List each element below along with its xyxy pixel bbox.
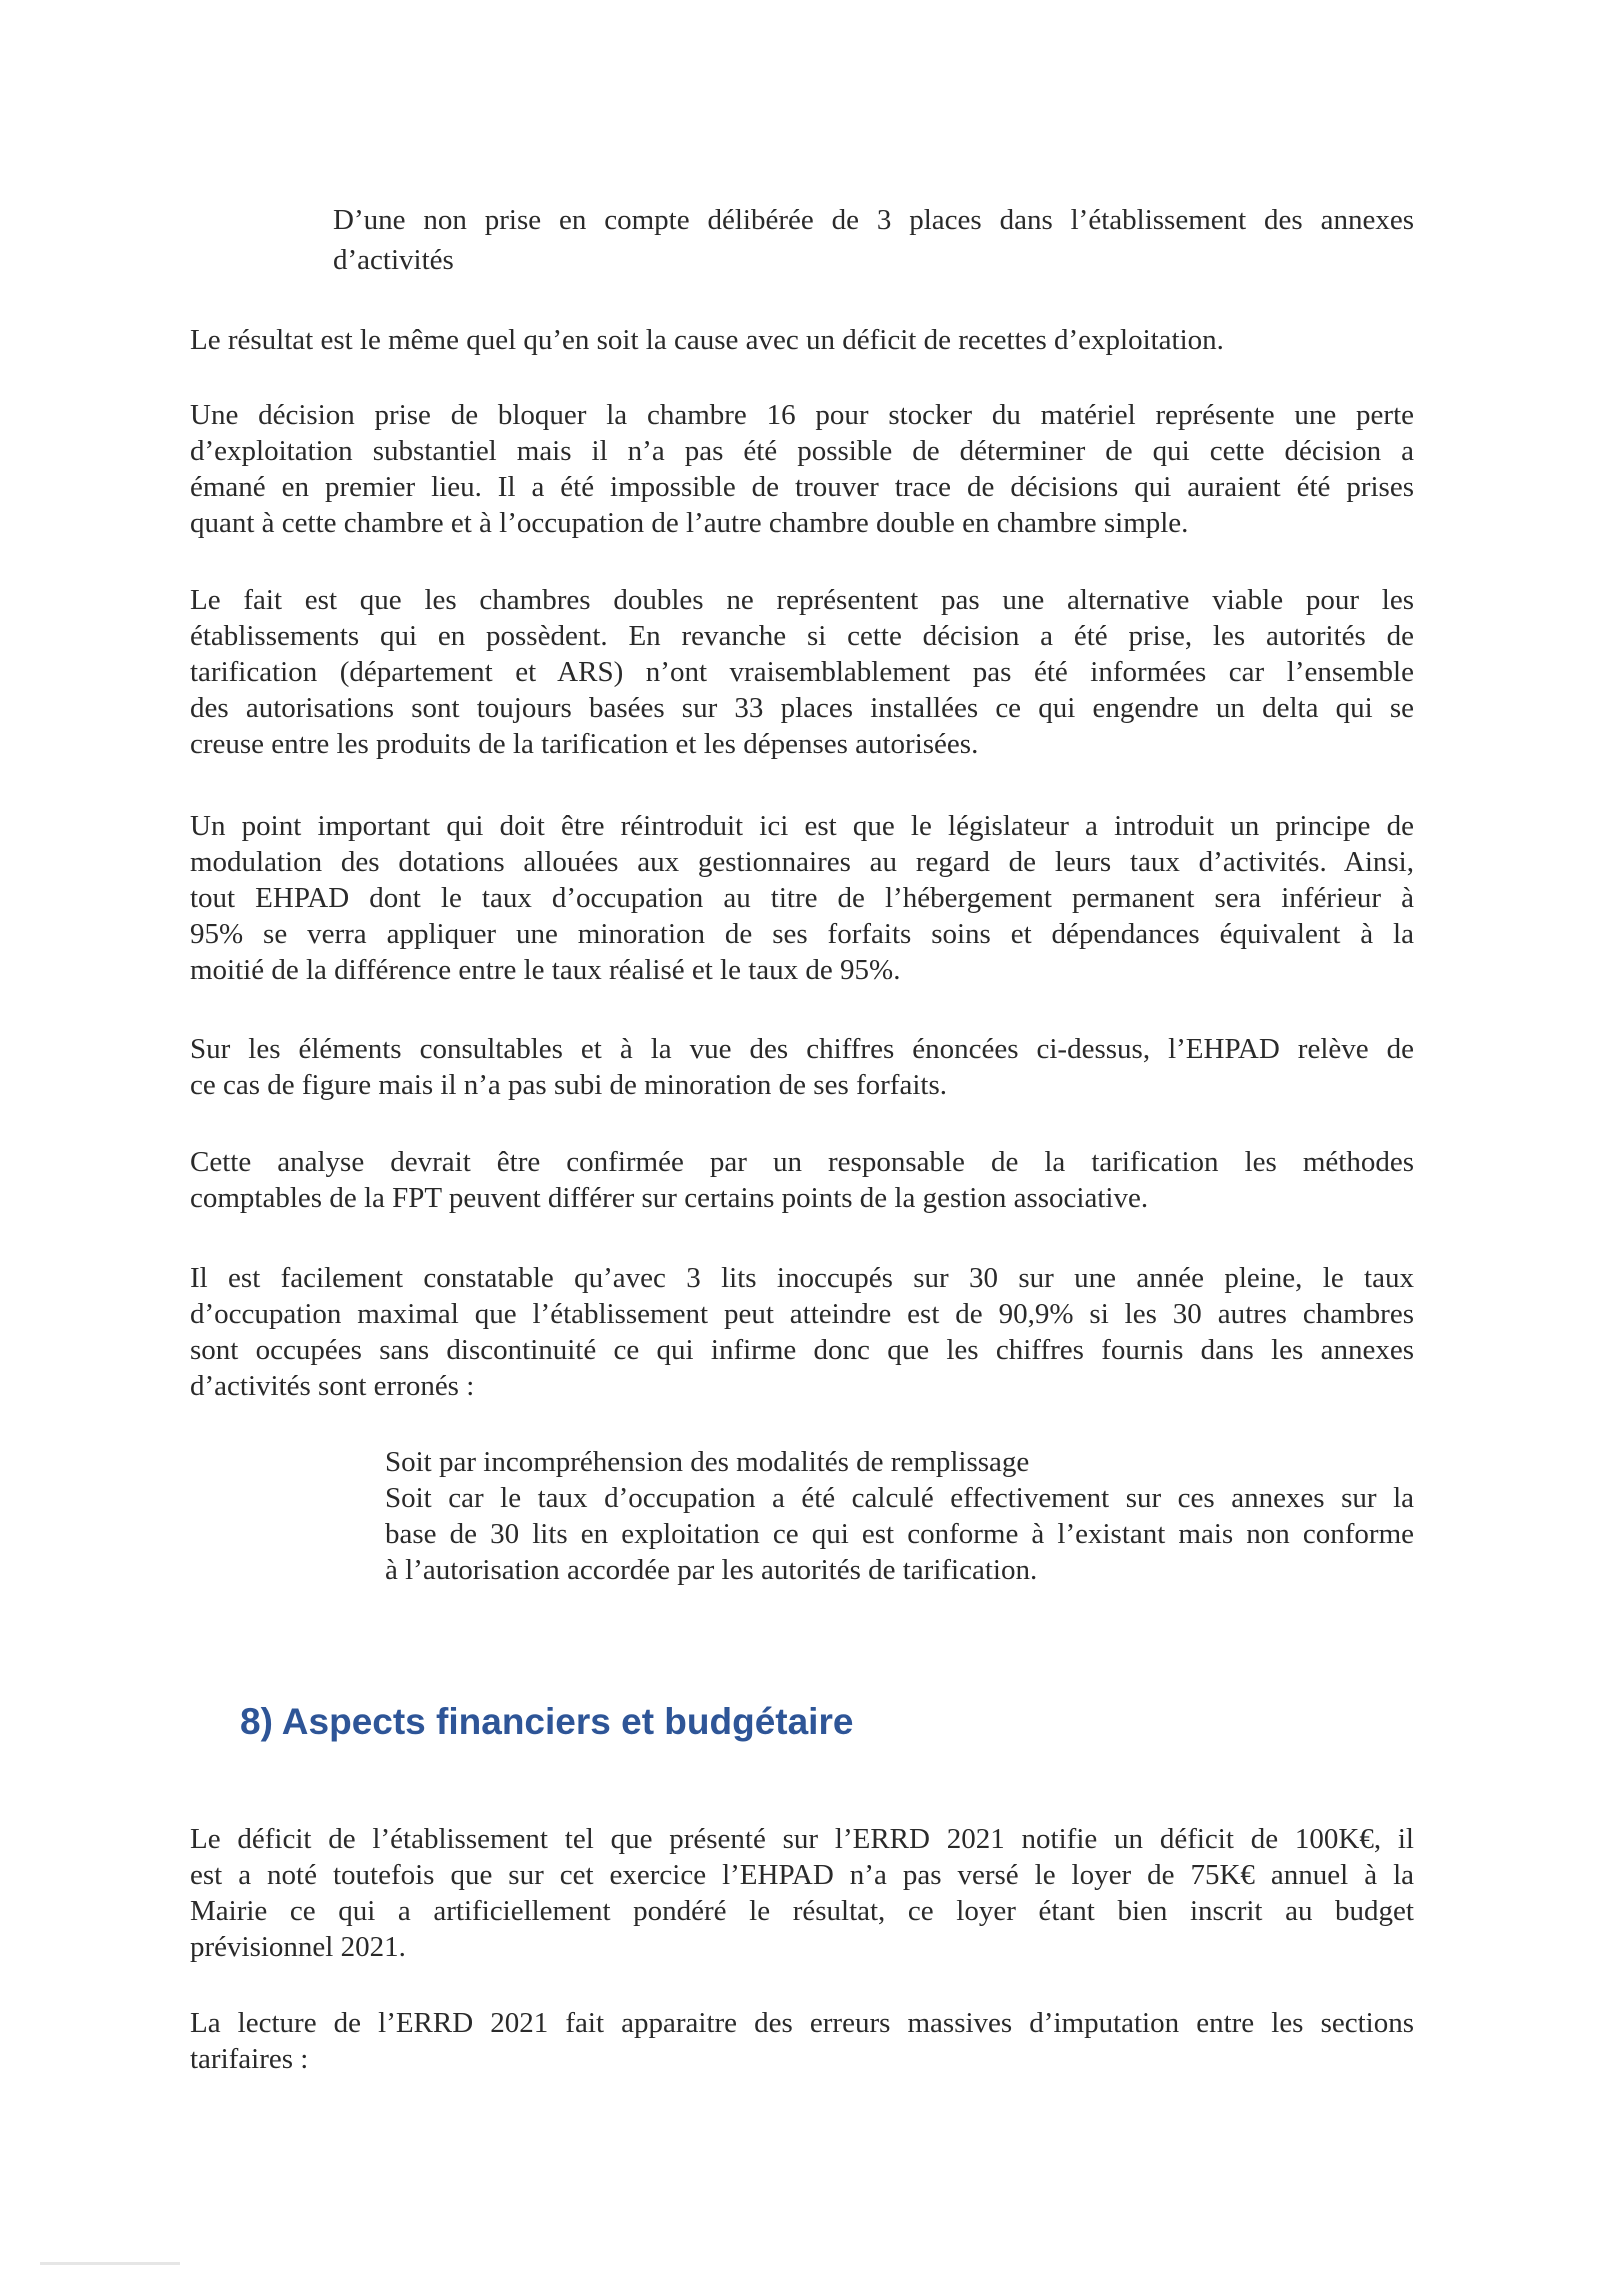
paragraph-chambre16-line-3: émané en premier lieu. Il a été impossible de trouver trace de décisions qui auraient été prises [190, 471, 1414, 503]
paragraph-analyse-line-2: comptables de la FPT peuvent différer sur certains points de la gestion associative. [190, 1182, 1149, 1214]
intro-line-1: D’une non prise en compte délibérée de 3 places dans l’établissement des annexes [333, 204, 1414, 236]
paragraph-modulation-line-3: tout EHPAD dont le taux d’occupation au titre de l’hébergement permanent sera inférieur à [190, 882, 1414, 914]
paragraph-chambres-doubles-line-5: creuse entre les produits de la tarification et les dépenses autorisées. [190, 728, 979, 760]
paragraph-resultat: Le résultat est le même quel qu’en soit la cause avec un déficit de recettes d’exploitation. [190, 324, 1224, 356]
paragraph-modulation-line-2: modulation des dotations allouées aux gestionnaires au regard de leurs taux d’activités. Ainsi, [190, 846, 1414, 878]
paragraph-chambres-doubles-line-3: tarification (département et ARS) n’ont vraisemblablement pas été informées car l’ensemble [190, 656, 1414, 688]
paragraph-modulation-line-5: moitié de la différence entre le taux réalisé et le taux de 95%. [190, 954, 901, 986]
paragraph-lits-line-3: sont occupées sans discontinuité ce qui infirme donc que les chiffres fournis dans les annexes [190, 1334, 1414, 1366]
list-item-2-line-3: à l’autorisation accordée par les autorités de tarification. [385, 1554, 1038, 1586]
paragraph-modulation-line-4: 95% se verra appliquer une minoration de ses forfaits soins et dépendances équivalent à la [190, 918, 1414, 950]
paragraph-deficit-line-3: Mairie ce qui a artificiellement pondéré le résultat, ce loyer étant bien inscrit au budget [190, 1895, 1414, 1927]
paragraph-chambre16-line-1: Une décision prise de bloquer la chambre 16 pour stocker du matériel représente une perte [190, 399, 1414, 431]
paragraph-chambres-doubles-line-1: Le fait est que les chambres doubles ne représentent pas une alternative viable pour les [190, 584, 1414, 616]
paragraph-chambre16-line-4: quant à cette chambre et à l’occupation de l’autre chambre double en chambre simple. [190, 507, 1189, 539]
list-item-1: Soit par incompréhension des modalités de remplissage [385, 1446, 1030, 1478]
intro-line-2: d’activités [333, 244, 454, 276]
paragraph-lits-line-4: d’activités sont erronés : [190, 1370, 475, 1402]
paragraph-lits-line-1: Il est facilement constatable qu’avec 3 lits inoccupés sur 30 sur une année pleine, le taux [190, 1262, 1414, 1294]
paragraph-analyse-line-1: Cette analyse devrait être confirmée par un responsable de la tarification les méthodes [190, 1146, 1414, 1178]
list-item-2-line-2: base de 30 lits en exploitation ce qui est conforme à l’existant mais non conforme [385, 1518, 1414, 1550]
paragraph-deficit-line-1: Le déficit de l’établissement tel que présenté sur l’ERRD 2021 notifie un déficit de 100K€, il [190, 1823, 1414, 1855]
paragraph-lecture-line-1: La lecture de l’ERRD 2021 fait apparaitre des erreurs massives d’imputation entre les sections [190, 2007, 1414, 2039]
scan-artifact-line [40, 2262, 180, 2265]
paragraph-elements-line-2: ce cas de figure mais il n’a pas subi de minoration de ses forfaits. [190, 1069, 947, 1101]
paragraph-elements-line-1: Sur les éléments consultables et à la vue des chiffres énoncées ci-dessus, l’EHPAD relève de [190, 1033, 1414, 1065]
paragraph-deficit-line-4: prévisionnel 2021. [190, 1931, 406, 1963]
paragraph-modulation-line-1: Un point important qui doit être réintroduit ici est que le législateur a introduit un principe de [190, 810, 1414, 842]
paragraph-lits-line-2: d’occupation maximal que l’établissement peut atteindre est de 90,9% si les 30 autres chambres [190, 1298, 1414, 1330]
paragraph-chambres-doubles-line-2: établissements qui en possèdent. En revanche si cette décision a été prise, les autorités de [190, 620, 1414, 652]
paragraph-lecture-line-2: tarifaires : [190, 2043, 309, 2075]
paragraph-chambre16-line-2: d’exploitation substantiel mais il n’a pas été possible de déterminer de qui cette décision a [190, 435, 1414, 467]
section-heading: 8) Aspects financiers et budgétaire [240, 1701, 854, 1742]
paragraph-chambres-doubles-line-4: des autorisations sont toujours basées sur 33 places installées ce qui engendre un delta qui se [190, 692, 1414, 724]
paragraph-deficit-line-2: est a noté toutefois que sur cet exercice l’EHPAD n’a pas versé le loyer de 75K€ annuel à la [190, 1859, 1414, 1891]
list-item-2-line-1: Soit car le taux d’occupation a été calculé effectivement sur ces annexes sur la [385, 1482, 1414, 1514]
